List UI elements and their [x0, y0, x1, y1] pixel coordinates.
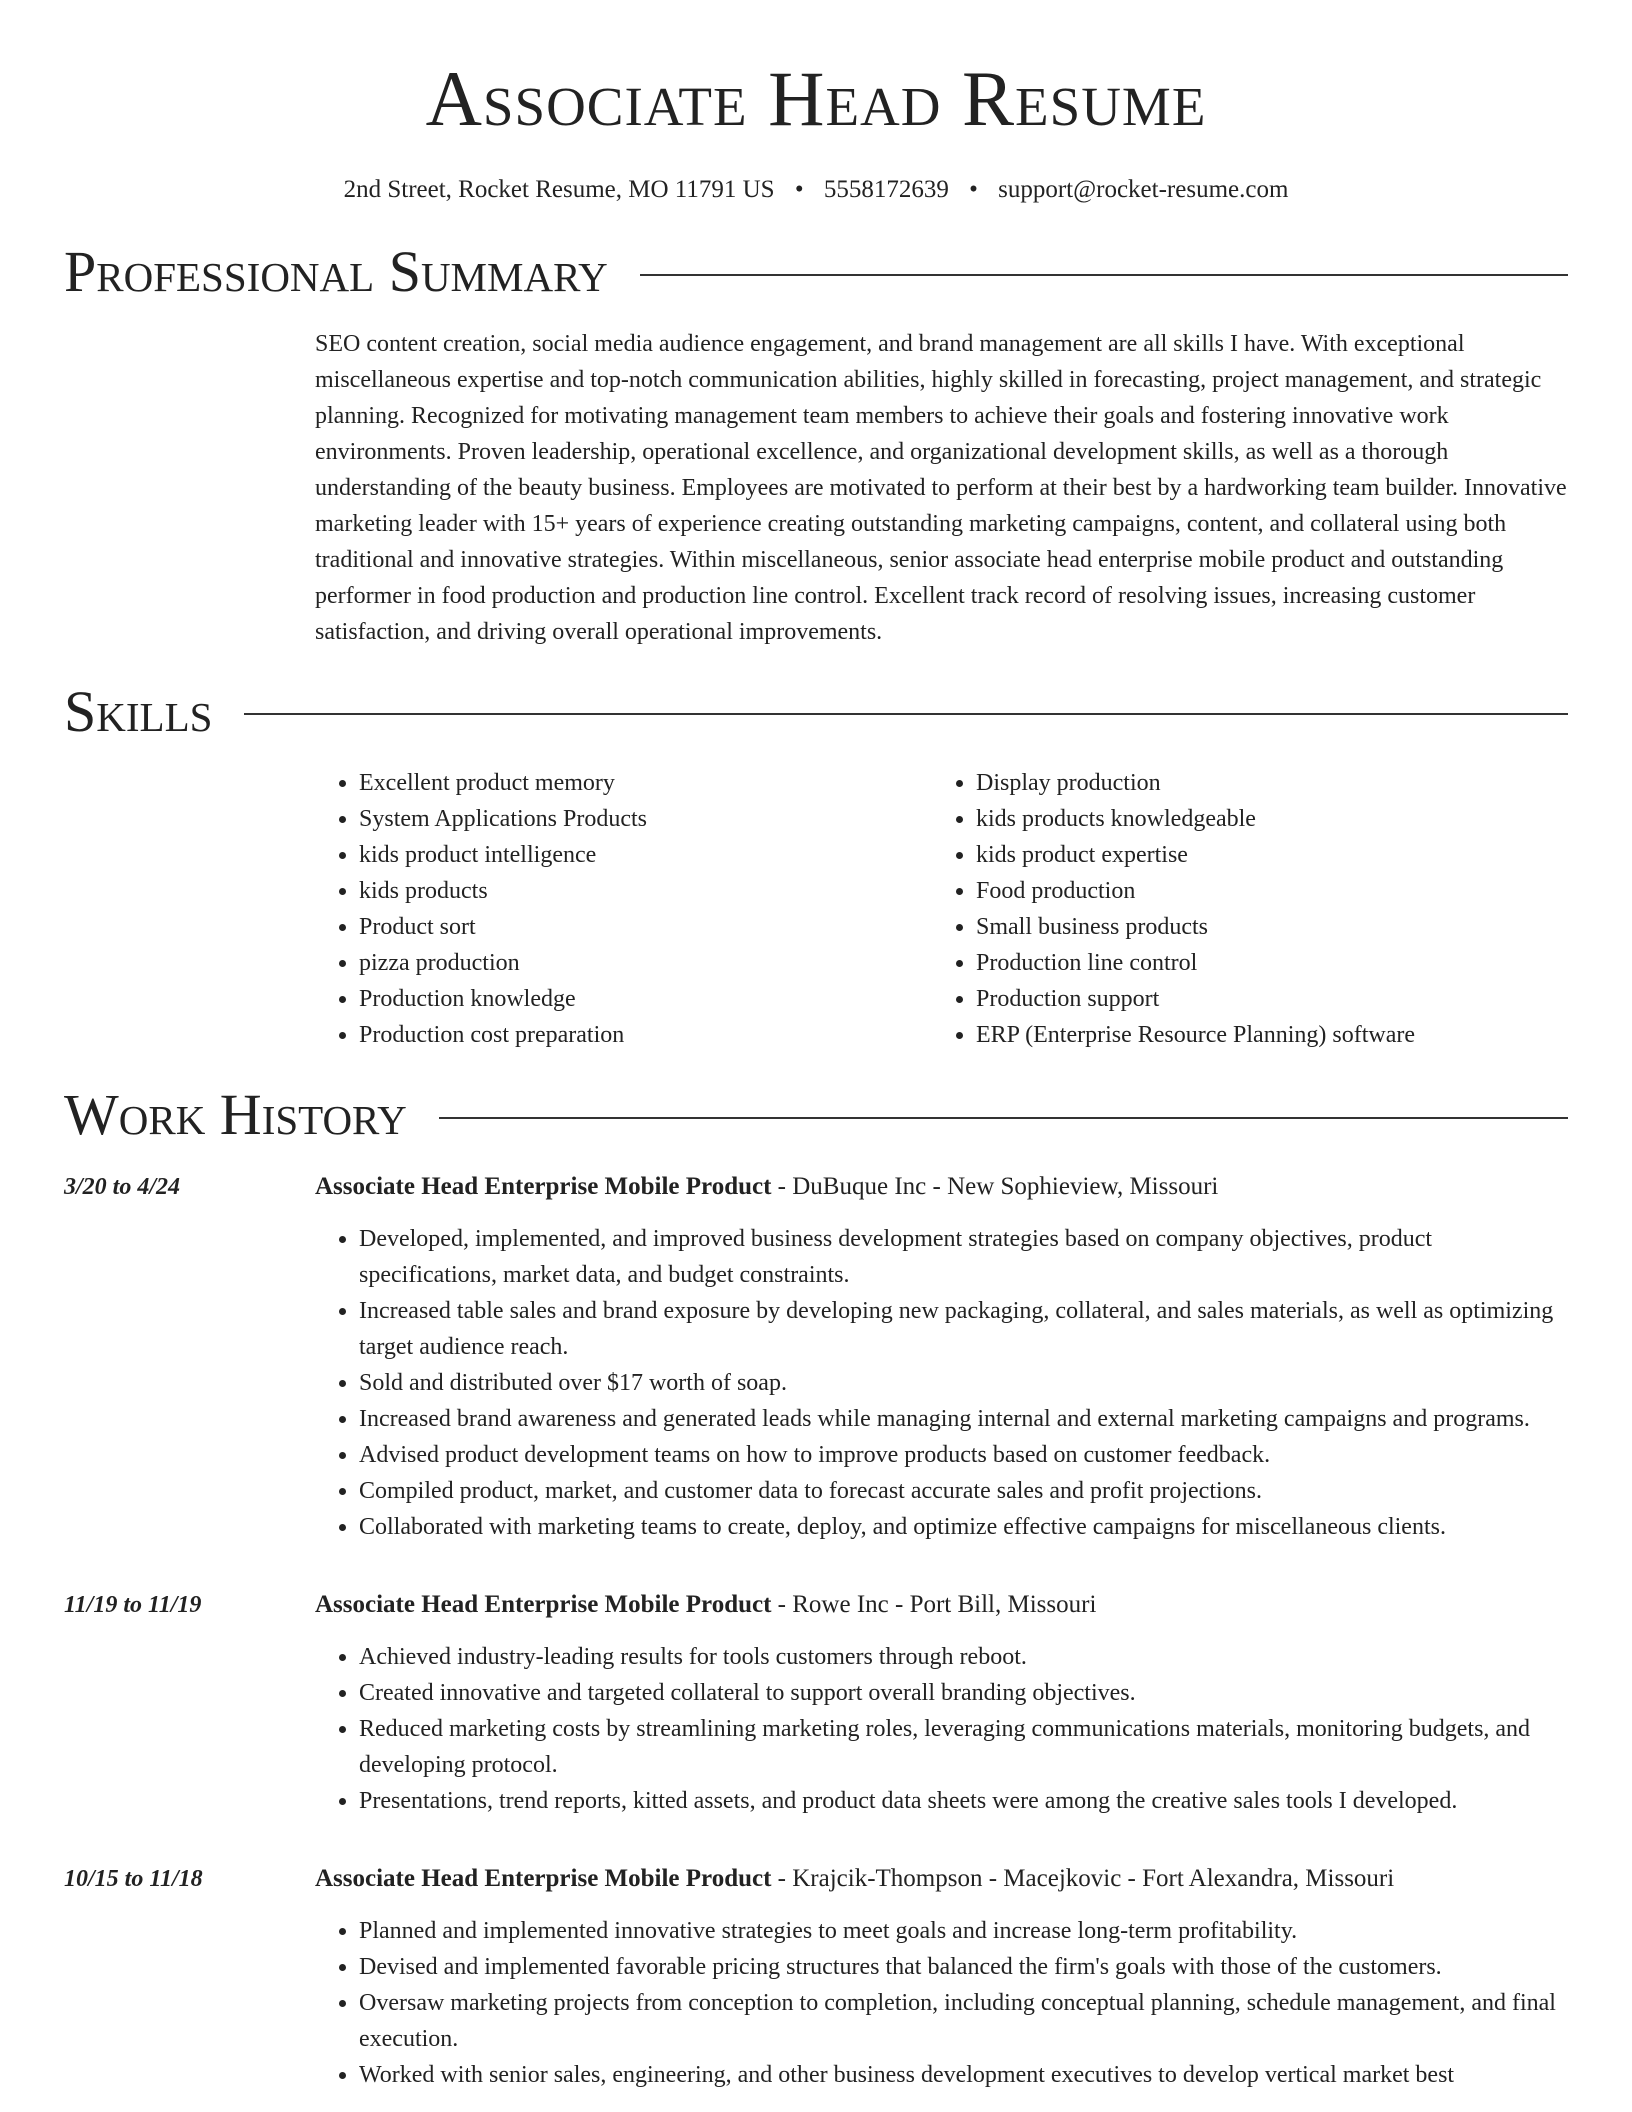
job-entry-3 — [64, 1861, 1568, 2093]
job-bullet: • Increased table sales and brand exposure by developing new packaging, collateral, and sales materials, as well as optimizing target audience reach. — [359, 1293, 1568, 1365]
job-detail — [315, 1169, 1568, 1545]
job-bullet: • Worked with senior sales, engineering, and other business development executives to develop vertical market best — [359, 2057, 1568, 2093]
job-role-line — [315, 1587, 1568, 1623]
job-bullets — [315, 1639, 1568, 1819]
section-divider — [439, 1117, 1568, 1119]
job-bullet: • Compiled product, market, and customer data to forecast accurate sales and profit projections. — [359, 1473, 1568, 1509]
section-divider — [640, 274, 1568, 276]
job-bullet: • Sold and distributed over $17 worth of soap. — [359, 1365, 1568, 1401]
resume-title: Associate Head Resume — [425, 55, 1207, 142]
job-detail — [315, 1861, 1568, 2093]
work-section-header — [64, 1083, 1568, 1147]
skills-section-header — [64, 680, 1568, 744]
job-bullet: • Reduced marketing costs by streamlining marketing roles, leveraging communications materials, monitoring budgets, and developing protocol. — [359, 1711, 1568, 1783]
skill-item: • Excellent product memory — [359, 765, 932, 801]
summary-heading: Professional Summary — [64, 238, 608, 304]
job-bullets — [315, 1221, 1568, 1545]
skill-item: • kids products — [359, 873, 932, 909]
contact-separator: • — [969, 175, 978, 203]
job-dates: 11/19 to 11/19 — [64, 1592, 202, 1619]
skill-item: • Food production — [976, 873, 1549, 909]
skill-item: • Production knowledge — [359, 981, 932, 1017]
skill-item: • Small business products — [976, 909, 1549, 945]
job-company: - DuBuque Inc - New Sophieview, Missouri — [771, 1173, 1219, 1201]
job-bullet: • Collaborated with marketing teams to create, deploy, and optimize effective campaigns for miscellaneous clients. — [359, 1509, 1568, 1545]
job-role-line — [315, 1169, 1568, 1205]
job-company: - Rowe Inc - Port Bill, Missouri — [771, 1591, 1097, 1619]
job-entry-2 — [64, 1587, 1568, 1819]
work-heading: Work History — [64, 1082, 407, 1148]
skills-list-right — [932, 765, 1549, 1053]
skill-item: • kids product expertise — [976, 837, 1549, 873]
job-bullet: • Devised and implemented favorable pricing structures that balanced the firm's goals with those of the customers. — [359, 1949, 1568, 1985]
skill-item: • System Applications Products — [359, 801, 932, 837]
skill-item: • kids product intelligence — [359, 837, 932, 873]
job-bullets — [315, 1913, 1568, 2093]
job-bullet: • Developed, implemented, and improved business development strategies based on company objectives, product specifications, market data, and budget constraints. — [359, 1221, 1568, 1293]
skill-item: • ERP (Enterprise Resource Planning) software — [976, 1017, 1549, 1053]
job-entry-1 — [64, 1169, 1568, 1545]
contact-separator: • — [794, 175, 804, 203]
skill-item: • Product sort — [359, 909, 932, 945]
job-bullet: • Presentations, trend reports, kitted assets, and product data sheets were among the creative sales tools I developed. — [359, 1783, 1568, 1819]
job-dates: 3/20 to 4/24 — [64, 1174, 181, 1201]
skill-item: • Display production — [976, 765, 1549, 801]
skills-heading: Skills — [64, 678, 213, 744]
skill-item: • Production support — [976, 981, 1549, 1017]
summary-section-header — [64, 240, 1568, 304]
job-bullet: • Created innovative and targeted collateral to support overall branding objectives. — [359, 1675, 1568, 1711]
contact-line — [64, 176, 1568, 204]
job-bullet: • Achieved industry-leading results for tools customers through reboot. — [359, 1639, 1568, 1675]
section-divider — [244, 713, 1568, 715]
job-detail — [315, 1587, 1568, 1819]
job-company: - Krajcik-Thompson - Macejkovic - Fort Alexandra, Missouri — [771, 1865, 1395, 1893]
skill-item: • kids products knowledgeable — [976, 801, 1549, 837]
skill-item: • Production line control — [976, 945, 1549, 981]
job-bullet: • Oversaw marketing projects from conception to completion, including conceptual planning, schedule management, and final execution. — [359, 1985, 1568, 2057]
job-title: Associate Head Enterprise Mobile Product — [315, 1173, 772, 1201]
summary-text: SEO content creation, social media audience engagement, and brand management are all skills I have. With exceptional miscellaneous expertise and top-notch communication abilities, highly skilled in forecasting, project management, and strategic planning. Recognized for motivating management team members to achieve their goals and fostering innovative work environments. Proven leadership, operational excellence, and organizational development skills, as well as a thorough understanding of the beauty business. Employees are motivated to perform at their best by a hardworking team builder. Innovative marketing leader with 15+ years of experience creating outstanding marketing campaigns, content, and collateral using both traditional and innovative strategies. Within miscellaneous, senior associate head enterprise mobile product and outstanding performer in food production and production line control. Excellent track record of resolving issues, increasing customer satisfaction, and driving overall operational improvements. — [315, 330, 1567, 645]
contact-phone: 5558172639 — [823, 175, 949, 203]
job-title: Associate Head Enterprise Mobile Product — [315, 1591, 772, 1619]
job-bullet: • Increased brand awareness and generated leads while managing internal and external marketing campaigns and programs. — [359, 1401, 1568, 1437]
skill-item: • Production cost preparation — [359, 1017, 932, 1053]
job-dates: 10/15 to 11/18 — [64, 1866, 203, 1893]
job-role-line — [315, 1861, 1568, 1897]
job-bullet: • Planned and implemented innovative strategies to meet goals and increase long-term profitability. — [359, 1913, 1568, 1949]
skills-grid — [315, 765, 1568, 1053]
skill-item: • pizza production — [359, 945, 932, 981]
contact-email: support@rocket-resume.com — [998, 175, 1289, 203]
contact-address: 2nd Street, Rocket Resume, MO 11791 US — [343, 175, 775, 203]
job-title: Associate Head Enterprise Mobile Product — [315, 1865, 772, 1893]
skills-list-left — [315, 765, 932, 1053]
job-bullet: • Advised product development teams on how to improve products based on customer feedback. — [359, 1437, 1568, 1473]
